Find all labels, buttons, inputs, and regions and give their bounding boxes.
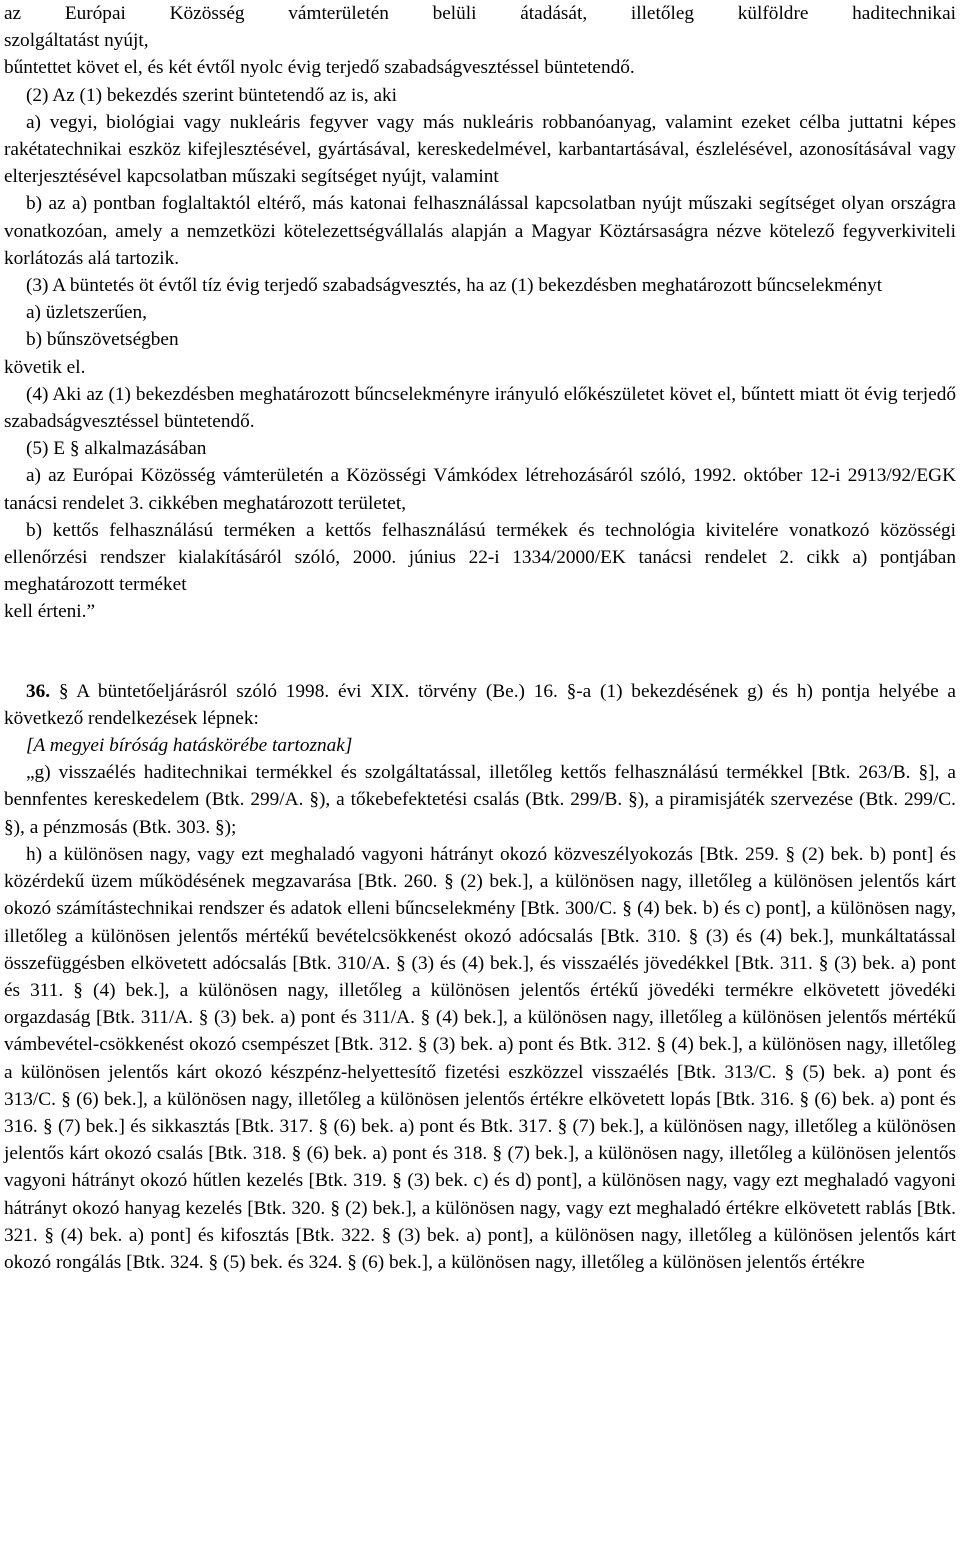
section-36-heading	[4, 678, 956, 732]
point-h: h) a különösen nagy, vagy ezt meghaladó vagyoni hátrányt okozó közveszélyokozás [Btk. 259. § (2) bek. b) pont] és közérdekű üzem működésének megzavarása [Btk. 260. § (2) bek.], a különösen nagy, illetőleg a különösen jelentős kárt okozó számítástechnikai rendszer és adatok elleni bűncselekmény [Btk. 300/C. § (4) bek. b) és c) pont], a különösen nagy, illetőleg a különösen jelentős mértékű bevételcsökkenést okozó adócsalás [Btk. 310. § (3) és (4) bek.], munkáltatással összefüggésben elkövetett adócsalás [Btk. 310/A. § (3) és (4) bek.], és visszaélés jövedékkel [Btk. 311. § (3) bek. a) pont és 311. § (4) bek.], a különösen nagy, illetőleg a különösen jelentős értékű jövedéki termékre elkövetett jövedéki orgazdaság [Btk. 311/A. § (3) bek. a) pont és 311/A. § (4) bek.], a különösen nagy, illetőleg a különösen jelentős mértékű vámbevétel-csökkenést okozó csempészet [Btk. 312. § (3) bek. a) pont és Btk. 312. § (4) bek.], a különösen nagy, illetőleg a különösen jelentős kárt okozó készpénz-helyettesítő fizetési eszközzel visszaélés [Btk. 313/C. § (5) bek. a) pont és 313/C. § (6) bek.], a különösen nagy, illetőleg a különösen jelentős értékre elkövetett lopás [Btk. 316. § (6) bek. a) pont és 316. § (7) bek.] és sikkasztás [Btk. 317. § (6) bek. a) pont és Btk. 317. § (7) bek.], a különösen nagy, illetőleg a különösen jelentős kárt okozó csalás [Btk. 318. § (6) bek. a) pont és 318. § (7) bek.], a különösen nagy, illetőleg a különösen jelentős vagyoni hátrányt okozó hűtlen kezelés [Btk. 319. § (3) bek. c) és d) pont], a különösen nagy, vagy ezt meghaladó vagyoni hátrányt okozó hanyag kezelés [Btk. 320. § (2) bek.], a különösen nagy, vagy ezt meghaladó értékre elkövetett rablás [Btk. 321. § (4) bek. a) pont] és kifosztás [Btk. 322. § (3) bek. a) pont], a különösen nagy, illetőleg a különösen jelentős kárt okozó rongálás [Btk. 324. § (5) bek. és 324. § (6) bek.], a különösen nagy, illetőleg a különösen jelentős értékre	[4, 843, 956, 1273]
paragraph-2-point-b: b) az a) pontban foglaltaktól eltérő, más katonai felhasználással kapcsolatban nyújt műszaki segítséget olyan országra vonatkozóan, amely a nemzetközi kötelezettségvállalás alapján a Magyar Köztársaságra nézve kötelező fegyverkiviteli korlátozás alá tartozik.	[4, 193, 956, 269]
section-spacer	[4, 626, 956, 678]
paragraph-3-intro: (3) A büntetés öt évtől tíz évig terjedő szabadságvesztés, ha az (1) bekezdésben meghatározott bűncselekményt	[26, 275, 883, 297]
paragraph-line: az Európai Közösség vámterületén belüli átadását, illetőleg külföldre haditechnikai	[4, 3, 956, 24]
paragraph-5-point-a: a) az Európai Közösség vámterületén a Közösségi Vámkódex létrehozásáról szóló, 1992. október 12-i 2913/92/EGK tanácsi rendelet 3. cikkében meghatározott területet,	[4, 465, 956, 514]
paragraph-3-point-a: a) üzletszerűen,	[26, 302, 147, 324]
section-number: 36.	[26, 680, 51, 702]
paragraph-2-intro: (2) Az (1) bekezdés szerint büntetendő az is, aki	[26, 84, 398, 106]
paragraph-5-point-b: b) kettős felhasználású terméken a kettős felhasználású termékek és technológia kivitelére vonatkozó közösségi ellenőrzési rendszer kialakításáról szóló, 2000. június 22-i 1334/2000/EK tanácsi rendelet 2. cikk a) pontjában meghatározott terméket	[4, 519, 956, 596]
paragraph-4: (4) Aki az (1) bekezdésben meghatározott bűncselekményre irányuló előkészületet követ el, bűntett miatt öt évig terjedő szabadságvesztéssel büntetendő.	[4, 383, 956, 433]
section-heading-text: § A büntetőeljárásról szóló 1998. évi XIX. törvény (Be.) 16. §-a (1) bekezdésének g) és h) pontja helyébe a következő rendelkezések lépnek:	[4, 680, 956, 729]
section-subheading: [A megyei bíróság hatáskörébe tartoznak]	[26, 735, 353, 757]
paragraph-line: bűntettet követ el, és két évtől nyolc évig terjedő szabadságvesztéssel büntetendő.	[4, 57, 635, 79]
paragraph-3-point-b: b) bűnszövetségben	[26, 329, 179, 351]
point-g: „g) visszaélés haditechnikai termékkel és szolgáltatással, illetőleg kettős felhasználású termékkel [Btk. 263/B. §], a bennfentes kereskedelem (Btk. 299/A. §), a tőkebefektetési csalás (Btk. 299/B. §), a piramisjáték szervezése (Btk. 299/C. §), a pénzmosás (Btk. 303. §);	[4, 762, 956, 838]
paragraph-2-point-a: a) vegyi, biológiai vagy nukleáris fegyver vagy más nukleáris robbanóanyag, valamint ezeket célba juttatni képes rakétatechnikai eszköz kifejlesztésével, gyártásával, kereskedelmével, karbantartásával, észlelésével, azonosításával vagy elterjesztésével kapcsolatban műszaki segítséget nyújt, valamint	[4, 111, 956, 188]
paragraph-line: szolgáltatást nyújt,	[4, 30, 149, 52]
paragraph-5-intro: (5) E § alkalmazásában	[26, 438, 207, 460]
paragraph-3-end: követik el.	[4, 356, 86, 378]
paragraph-5-end: kell érteni.”	[4, 601, 96, 623]
